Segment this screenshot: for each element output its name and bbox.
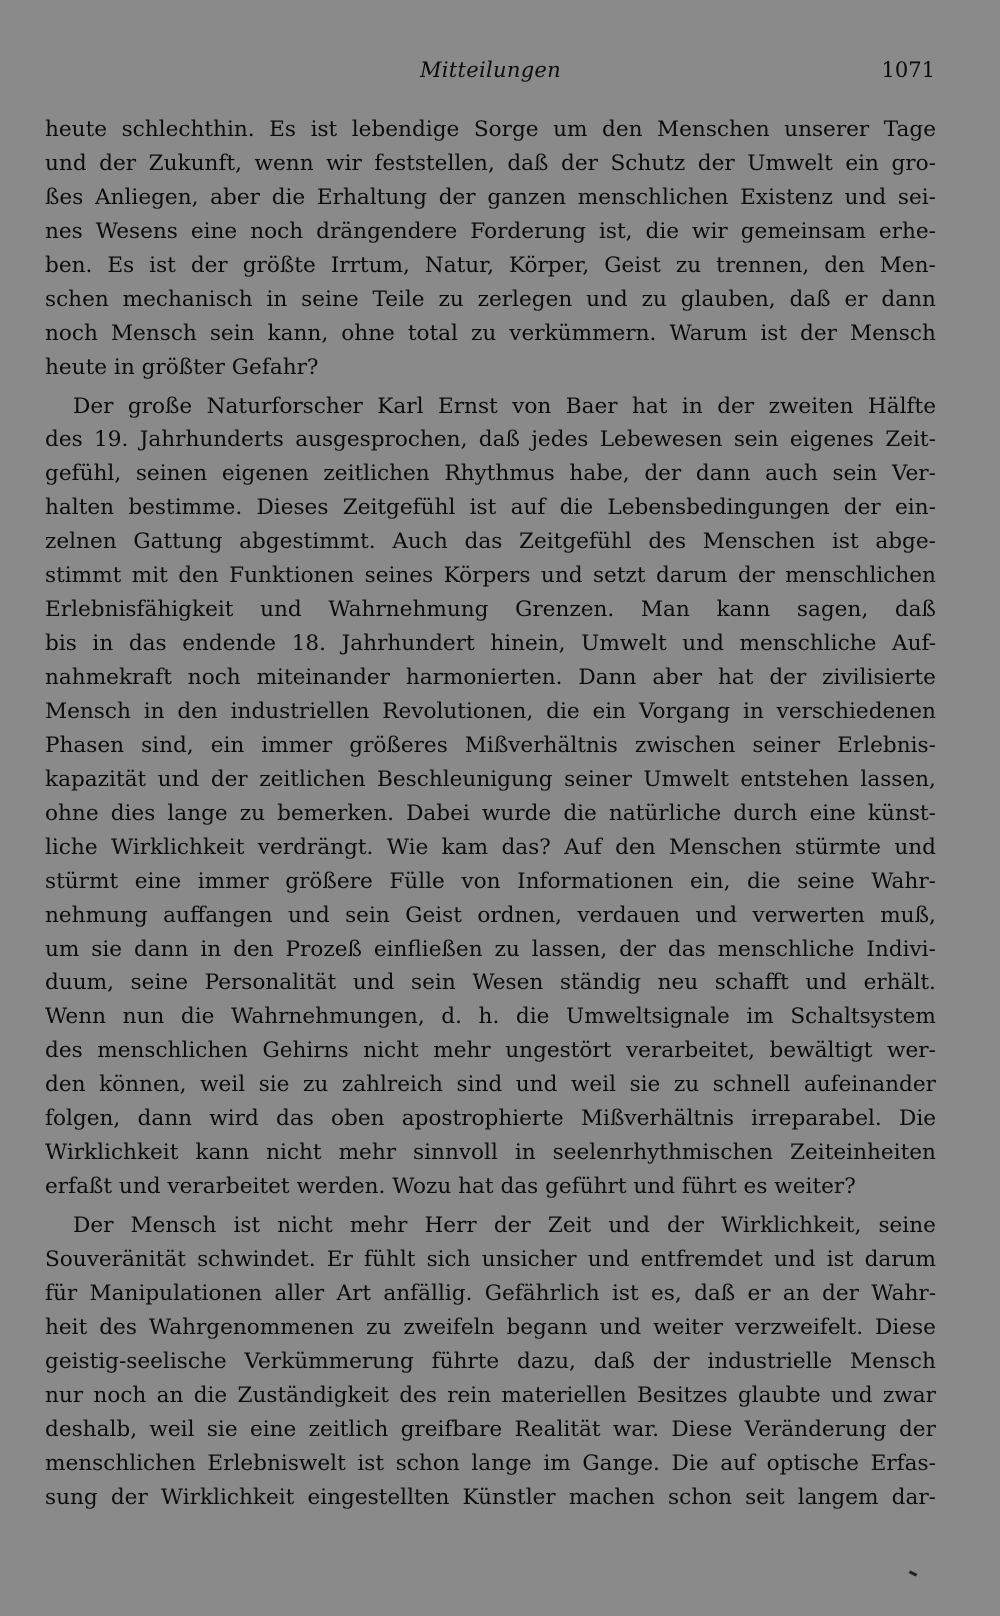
text-body — [45, 113, 936, 1514]
text-line: nes Wesens eine noch drängendere Forderung ist, die wir gemeinsam erhe- — [45, 218, 936, 244]
text-line: des menschlichen Gehirns nicht mehr ungestört verarbeitet, bewältigt wer- — [45, 1038, 936, 1064]
text-line: ohne dies lange zu bemerken. Dabei wurde die natürliche durch eine künst- — [45, 800, 936, 826]
text-line: heute in größter Gefahr? — [45, 354, 319, 380]
text-line: stürmt eine immer größere Fülle von Informationen ein, die seine Wahr- — [45, 868, 936, 894]
text-line: ben. Es ist der größte Irrtum, Natur, Körper, Geist zu trennen, den Men- — [45, 252, 936, 278]
text-line: Souveränität schwindet. Er fühlt sich unsicher und entfremdet und ist darum — [45, 1246, 936, 1272]
text-line: Mensch in den industriellen Revolutionen, die ein Vorgang in verschiedenen — [45, 698, 936, 724]
text-line: Wenn nun die Wahrnehmungen, d. h. die Umweltsignale im Schaltsystem — [45, 1004, 936, 1030]
page-header — [46, 58, 935, 92]
text-line: des 19. Jahrhunderts ausgesprochen, daß jedes Lebewesen sein eigenes Zeit- — [45, 427, 936, 453]
text-line: Der Mensch ist nicht mehr Herr der Zeit und der Wirklichkeit, seine — [73, 1213, 936, 1238]
paragraph — [45, 390, 936, 1205]
text-line: liche Wirklichkeit verdrängt. Wie kam das? Auf den Menschen stürmte und — [45, 834, 936, 860]
text-line: den können, weil sie zu zahlreich sind und weil sie zu schnell aufeinander — [45, 1072, 936, 1098]
page-number: 1071 — [881, 58, 935, 82]
text-line: noch Mensch sein kann, ohne total zu verkümmern. Warum ist der Mensch — [45, 320, 936, 346]
text-line: Erlebnisfähigkeit und Wahrnehmung Grenzen. Man kann sagen, daß — [45, 597, 936, 623]
text-line: menschlichen Erlebniswelt ist schon lange im Gange. Die auf optische Erfas- — [45, 1450, 936, 1476]
paragraph — [45, 113, 936, 385]
text-line: heit des Wahrgenommenen zu zweifeln begann und weiter verzweifelt. Diese — [45, 1314, 936, 1340]
text-line: gefühl, seinen eigenen zeitlichen Rhythmus habe, der dann auch sein Ver- — [45, 461, 936, 487]
text-line: Phasen sind, ein immer größeres Mißverhältnis zwischen seiner Erlebnis- — [45, 732, 936, 758]
text-line: duum, seine Personalität und sein Wesen ständig neu schafft und erhält. — [45, 970, 936, 996]
text-line: stimmt mit den Funktionen seines Körpers und setzt darum der menschlichen — [45, 563, 936, 589]
text-line: schen mechanisch in seine Teile zu zerlegen und zu glauben, daß er dann — [45, 286, 936, 312]
text-line: für Manipulationen aller Art anfällig. Gefährlich ist es, daß er an der Wahr- — [45, 1280, 936, 1306]
paragraph — [45, 1209, 936, 1514]
text-line: Der große Naturforscher Karl Ernst von Baer hat in der zweiten Hälfte — [73, 393, 936, 419]
text-line: nehmung auffangen und sein Geist ordnen, verdauen und verwerten muß, — [45, 902, 936, 928]
text-line: bis in das endende 18. Jahrhundert hinein, Umwelt und menschliche Auf- — [45, 631, 936, 657]
text-line: erfaßt und verarbeitet werden. Wozu hat das geführt und führt es weiter? — [45, 1174, 856, 1200]
text-line: um sie dann in den Prozeß einfließen zu lassen, der das menschliche Indivi- — [45, 936, 936, 962]
text-line: Wirklichkeit kann nicht mehr sinnvoll in seelenrhythmischen Zeiteinheiten — [45, 1140, 936, 1166]
text-line: folgen, dann wird das oben apostrophierte Mißverhältnis irreparabel. Die — [45, 1106, 936, 1132]
text-line: deshalb, weil sie eine zeitlich greifbare Realität war. Diese Veränderung der — [45, 1416, 936, 1442]
text-line: nur noch an die Zuständigkeit des rein materiellen Besitzes glaubte und zwar — [45, 1382, 936, 1408]
text-line: zelnen Gattung abgestimmt. Auch das Zeitgefühl des Menschen ist abge- — [45, 529, 936, 555]
text-line: sung der Wirklichkeit eingestellten Künstler machen schon seit langem dar- — [45, 1484, 936, 1510]
running-title: Mitteilungen — [419, 58, 561, 82]
scan-mark — [909, 1570, 918, 1576]
text-line: geistig-seelische Verkümmerung führte dazu, daß der industrielle Mensch — [45, 1348, 936, 1374]
text-line: nahmekraft noch miteinander harmonierten. Dann aber hat der zivilisierte — [45, 665, 936, 690]
text-line: kapazität und der zeitlichen Beschleunigung seiner Umwelt entstehen lassen, — [45, 766, 936, 792]
text-line: heute schlechthin. Es ist lebendige Sorge um den Menschen unserer Tage — [45, 117, 936, 142]
text-line: halten bestimme. Dieses Zeitgefühl ist auf die Lebensbedingungen der ein- — [45, 495, 936, 521]
text-line: ßes Anliegen, aber die Erhaltung der ganzen menschlichen Existenz und sei- — [45, 184, 936, 210]
text-line: und der Zukunft, wenn wir feststellen, daß der Schutz der Umwelt ein gro- — [45, 150, 936, 176]
